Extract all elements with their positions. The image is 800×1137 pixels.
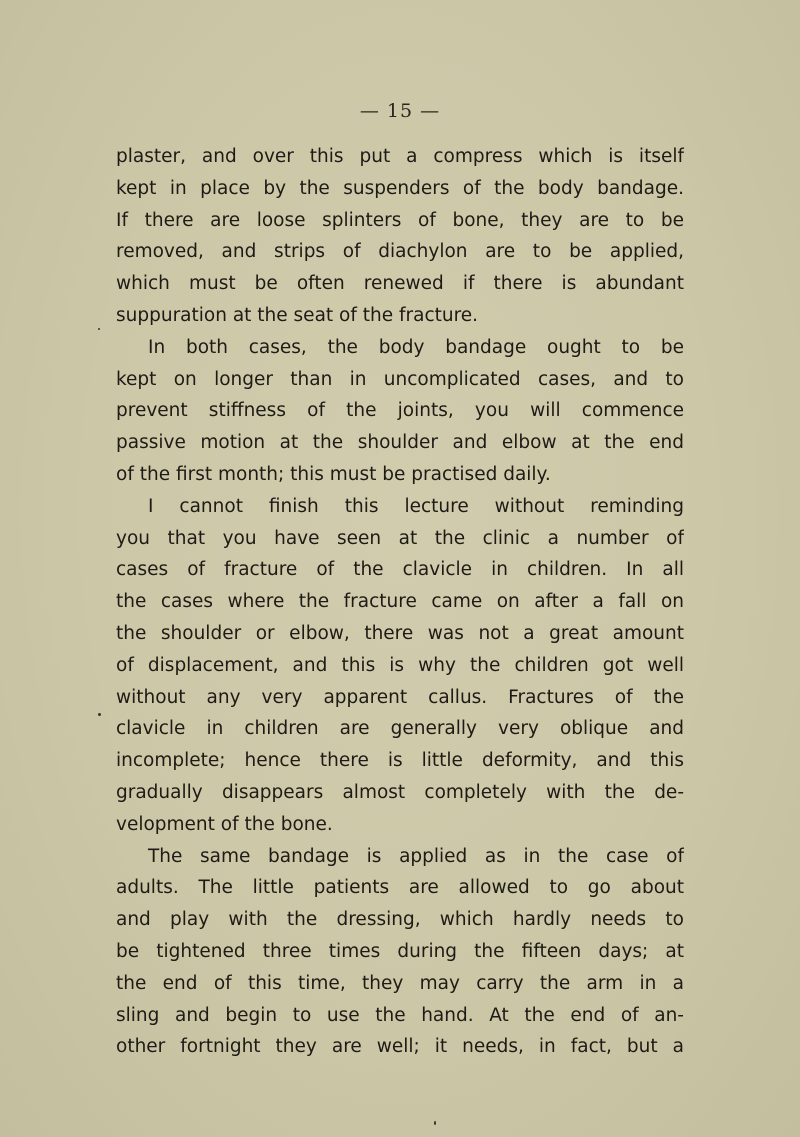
text-line: the end of this time, they may carry the arm in a — [116, 972, 684, 994]
text-line: other fortnight they are well; it needs, in fact, but a — [116, 1036, 684, 1058]
text-line: passive motion at the shoulder and elbow at the end — [116, 432, 684, 454]
text-line: If there are loose splinters of bone, they are to be — [116, 209, 684, 231]
text-line: kept in place by the suspenders of the body bandage. — [116, 177, 684, 199]
text-line: In both cases, the body bandage ought to be — [148, 336, 684, 358]
text-line: prevent stiffness of the joints, you will commence — [116, 400, 684, 422]
text-line: kept on longer than in uncomplicated cases, and to — [116, 368, 684, 390]
text-line: adults. The little patients are allowed to go about — [116, 877, 684, 899]
text-line: of the first month; this must be practised daily. — [116, 463, 551, 485]
text-line: The same bandage is applied as in the case of — [148, 845, 684, 867]
text-line: of displacement, and this is why the children got well — [116, 654, 684, 676]
body-text — [116, 141, 684, 1063]
text-line: clavicle in children are generally very oblique and — [116, 718, 684, 740]
text-line: cases of fracture of the clavicle in children. In all — [116, 559, 684, 581]
paper-speck — [434, 1121, 436, 1125]
text-line: which must be often renewed if there is abundant — [116, 273, 684, 295]
text-line: the shoulder or elbow, there was not a great amount — [116, 622, 684, 644]
text-line: incomplete; hence there is little deformity, and this — [116, 750, 684, 772]
text-line: the cases where the fracture came on after a fall on — [116, 591, 684, 613]
text-line: sling and begin to use the hand. At the end of an- — [116, 1004, 684, 1026]
page-number: — 15 — — [359, 100, 441, 122]
text-line: you that you have seen at the clinic a number of — [116, 527, 684, 549]
text-line: suppuration at the seat of the fracture. — [116, 304, 479, 326]
text-line: and play with the dressing, which hardly needs to — [116, 909, 684, 931]
text-line: I cannot finish this lecture without reminding — [148, 495, 684, 517]
paper-speck — [98, 328, 100, 330]
text-line: removed, and strips of diachylon are to be applied, — [116, 241, 684, 263]
text-line: plaster, and over this put a compress which is itself — [116, 146, 684, 167]
text-line: gradually disappears almost completely with the de- — [116, 781, 684, 803]
text-line: be tightened three times during the fifteen days; at — [116, 940, 684, 962]
text-line: velopment of the bone. — [116, 813, 333, 835]
text-line: without any very apparent callus. Fractures of the — [116, 686, 684, 708]
paper-speck — [98, 713, 101, 716]
